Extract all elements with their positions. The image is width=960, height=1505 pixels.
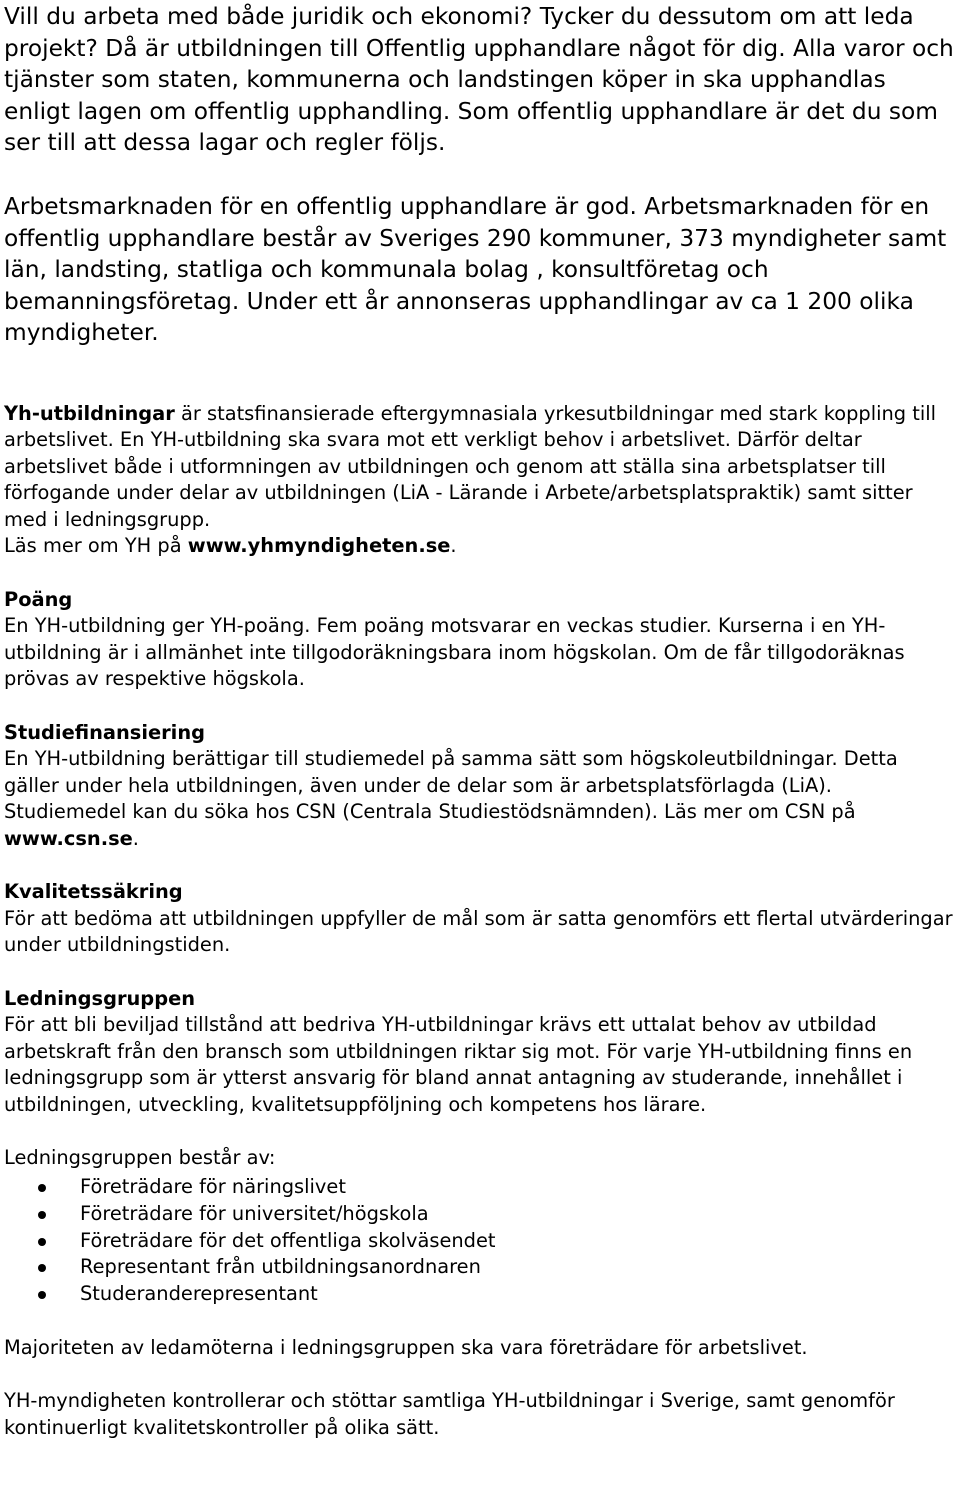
ledning-text: För att bli beviljad tillstånd att bedriva YH-utbildningar krävs ett uttalat behov av utbildad arbetskraft från den bransch som utbildningen riktar sig mot. För varje YH-utbildning finns en ledningsgrupp som är ytterst ansvarig för bland annat antagning av studerande, innehållet i utbildningen, utveckling, kvalitetsuppföljning och kompetens hos lärare. bbox=[4, 1013, 913, 1116]
members-list-wrap bbox=[4, 1174, 958, 1308]
studiefinansiering-suffix: . bbox=[132, 826, 139, 850]
yh-more-prefix: Läs mer om YH på bbox=[4, 534, 188, 558]
yh-more-suffix: . bbox=[450, 534, 457, 558]
ledning-heading: Ledningsgruppen bbox=[4, 986, 196, 1010]
bullet-icon bbox=[38, 1238, 46, 1246]
members-list bbox=[4, 1174, 958, 1308]
kvalitet-text: För att bedöma att utbildningen uppfyller de mål som är satta genomförs ett flertal utvärderingar under utbildningstiden. bbox=[4, 906, 953, 957]
list-item bbox=[4, 1174, 958, 1201]
studiefinansiering-section bbox=[4, 720, 958, 853]
list-item-label: Företrädare för näringslivet bbox=[80, 1174, 346, 1198]
yh-term: Yh-utbildningar bbox=[4, 401, 175, 425]
list-item bbox=[4, 1281, 958, 1308]
poang-section bbox=[4, 587, 958, 693]
bullet-icon bbox=[38, 1211, 46, 1219]
studiefinansiering-text: En YH-utbildning berättigar till studiemedel på samma sätt som högskoleutbildningar. Detta gäller under hela utbildningen, även under de delar som är arbetsplatsförlagda (LiA). Studiemedel kan du söka hos CSN (Centrala Studiestödsnämnden). Läs mer om CSN på bbox=[4, 747, 898, 824]
kvalitet-section bbox=[4, 879, 958, 959]
majority-paragraph: Majoriteten av ledamöterna i ledningsgruppen ska vara företrädare för arbetslivet. bbox=[4, 1335, 808, 1359]
list-item-label: Representant från utbildningsanordnaren bbox=[80, 1255, 481, 1279]
csn-link[interactable]: www.csn.se bbox=[4, 826, 133, 850]
document-page bbox=[4, 0, 958, 1441]
bullet-icon bbox=[38, 1291, 46, 1299]
yh-description: är statsfinansierade eftergymnasiala yrkesutbildningar med stark koppling till arbetslivet. En YH-utbildning ska svara mot ett verkligt behov i arbetslivet. Därför deltar arbetslivet både i utformningen av utbildningen och genom att ställa sina arbetsplatser till förfogande under delar av utbildningen (LiA - Lärande i Arbete/arbetsplatspraktik) samt sitter med i ledningsgrupp. bbox=[4, 401, 937, 531]
control-paragraph: YH-myndigheten kontrollerar och stöttar samtliga YH-utbildningar i Sverige, samt genomför kontinuerligt kvalitetskontroller på olika sätt. bbox=[4, 1389, 895, 1439]
list-item bbox=[4, 1201, 958, 1228]
intro-paragraph-1: Vill du arbeta med både juridik och ekonomi? Tycker du dessutom om att leda projekt? Då är utbildningen till Offentlig upphandlare något för dig. Alla varor och tjänster som staten, kommunerna och landstingen köper in ska upphandlas enligt lagen om offentlig upphandling. Som offentlig upphandlare är det du som ser till att dessa lagar och regler följs. bbox=[4, 3, 954, 157]
list-item-label: Studeranderepresentant bbox=[80, 1282, 318, 1306]
members-intro: Ledningsgruppen består av: bbox=[4, 1146, 276, 1170]
list-item-label: Företrädare för universitet/högskola bbox=[80, 1201, 429, 1225]
studiefinansiering-heading: Studiefinansiering bbox=[4, 720, 206, 744]
list-item bbox=[4, 1228, 958, 1255]
poang-heading: Poäng bbox=[4, 587, 73, 611]
list-item-label: Företrädare för det offentliga skolväsendet bbox=[80, 1228, 496, 1252]
ledning-section bbox=[4, 986, 958, 1119]
kvalitet-heading: Kvalitetssäkring bbox=[4, 880, 183, 904]
yhmyndigheten-link[interactable]: www.yhmyndigheten.se bbox=[187, 534, 451, 558]
poang-text: En YH-utbildning ger YH-poäng. Fem poäng motsvarar en veckas studier. Kurserna i en YH-utbildning är i allmänhet inte tillgodoräkningsbara inom högskolan. Om de får tillgodoräknas prövas av respektive högskola. bbox=[4, 614, 905, 691]
intro-paragraph-2: Arbetsmarknaden för en offentlig upphandlare är god. Arbetsmarknaden för en offentlig upphandlare består av Sveriges 290 kommuner, 373 myndigheter samt län, landsting, statliga och kommunala bolag , konsultföretag och bemanningsföretag. Under ett år annonseras upphandlingar av ca 1 200 olika myndigheter. bbox=[4, 192, 947, 347]
yh-paragraph bbox=[4, 401, 958, 560]
bullet-icon bbox=[38, 1184, 46, 1192]
bullet-icon bbox=[38, 1264, 46, 1272]
list-item bbox=[4, 1254, 958, 1281]
